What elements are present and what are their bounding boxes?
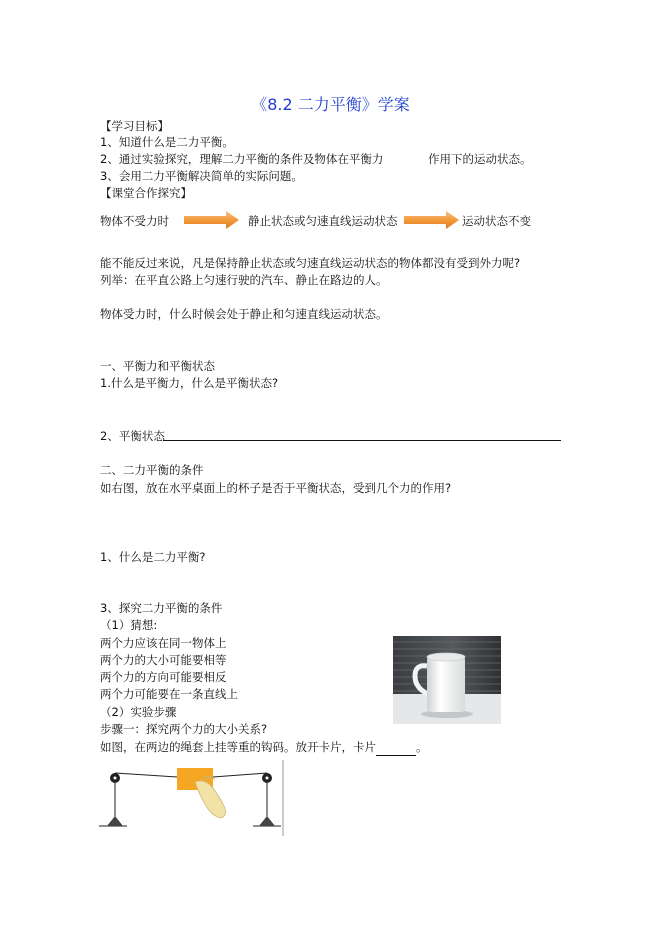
goal-item-2-tail: 作用下的运动状态。: [428, 152, 532, 166]
goal-item-1: 1、知道什么是二力平衡。: [100, 135, 234, 149]
guess-label: （1）猜想:: [100, 618, 158, 632]
guess-item: 两个力应该在同一物体上: [100, 636, 227, 650]
arrow-right-icon: [184, 210, 240, 230]
mug-photo: [393, 636, 501, 724]
section2-intro: 如右图，放在水平桌面上的杯子是否于平衡状态，受到几个力的作用?: [100, 481, 452, 495]
step1-desc: [100, 739, 428, 756]
flow-step-2: 静止状态或匀速直线运动状态: [248, 214, 398, 228]
step1-title: 步骤一：探究两个力的大小关系?: [100, 722, 268, 736]
example-text: 列举：在平直公路上匀速行驶的汽车、静止在路边的人。: [100, 273, 388, 287]
flow-step-3: 运动状态不变: [462, 214, 531, 228]
goal-item-2: 2、通过实验探究，理解二力平衡的条件及物体在平衡力: [100, 152, 384, 166]
section1-heading: 一、平衡力和平衡状态: [100, 359, 215, 373]
guess-item: 两个力的方向可能要相反: [100, 670, 227, 684]
step1-desc-end: 。: [416, 740, 428, 754]
guess-item: 两个力的大小可能要相等: [100, 653, 227, 667]
question-reverse: 能不能反过来说，凡是保持静止状态或匀速直线运动状态的物体都没有受到外力呢?: [100, 256, 521, 270]
guess-item: 两个力可能要在一条直线上: [100, 687, 238, 701]
goals-heading: 【学习目标】: [100, 119, 169, 133]
answer-blank-line: [163, 440, 561, 441]
section2-heading: 二、二力平衡的条件: [100, 463, 204, 477]
section1-question2: 2、平衡状态: [100, 429, 165, 443]
arrow-right-icon: [404, 210, 460, 230]
coop-heading: 【课堂合作探究】: [100, 186, 192, 200]
flow-step-1: 物体不受力时: [100, 214, 169, 228]
answer-blank-line: [376, 739, 416, 756]
step1-desc-text: 如图，在两边的绳套上挂等重的钩码。放开卡片，卡片: [100, 740, 376, 754]
page-title: 《8.2 二力平衡》学案: [251, 95, 410, 114]
apparatus-diagram: [97, 760, 287, 836]
section1-question1: 1.什么是平衡力，什么是平衡状态?: [100, 376, 279, 390]
section2-question1: 1、什么是二力平衡?: [100, 550, 206, 564]
steps-label: （2）实验步骤: [100, 705, 177, 719]
section2-question3: 3、探究二力平衡的条件: [100, 601, 223, 615]
goal-item-3: 3、会用二力平衡解决简单的实际问题。: [100, 169, 303, 183]
question-forces: 物体受力时，什么时候会处于静止和匀速直线运动状态。: [100, 307, 388, 321]
